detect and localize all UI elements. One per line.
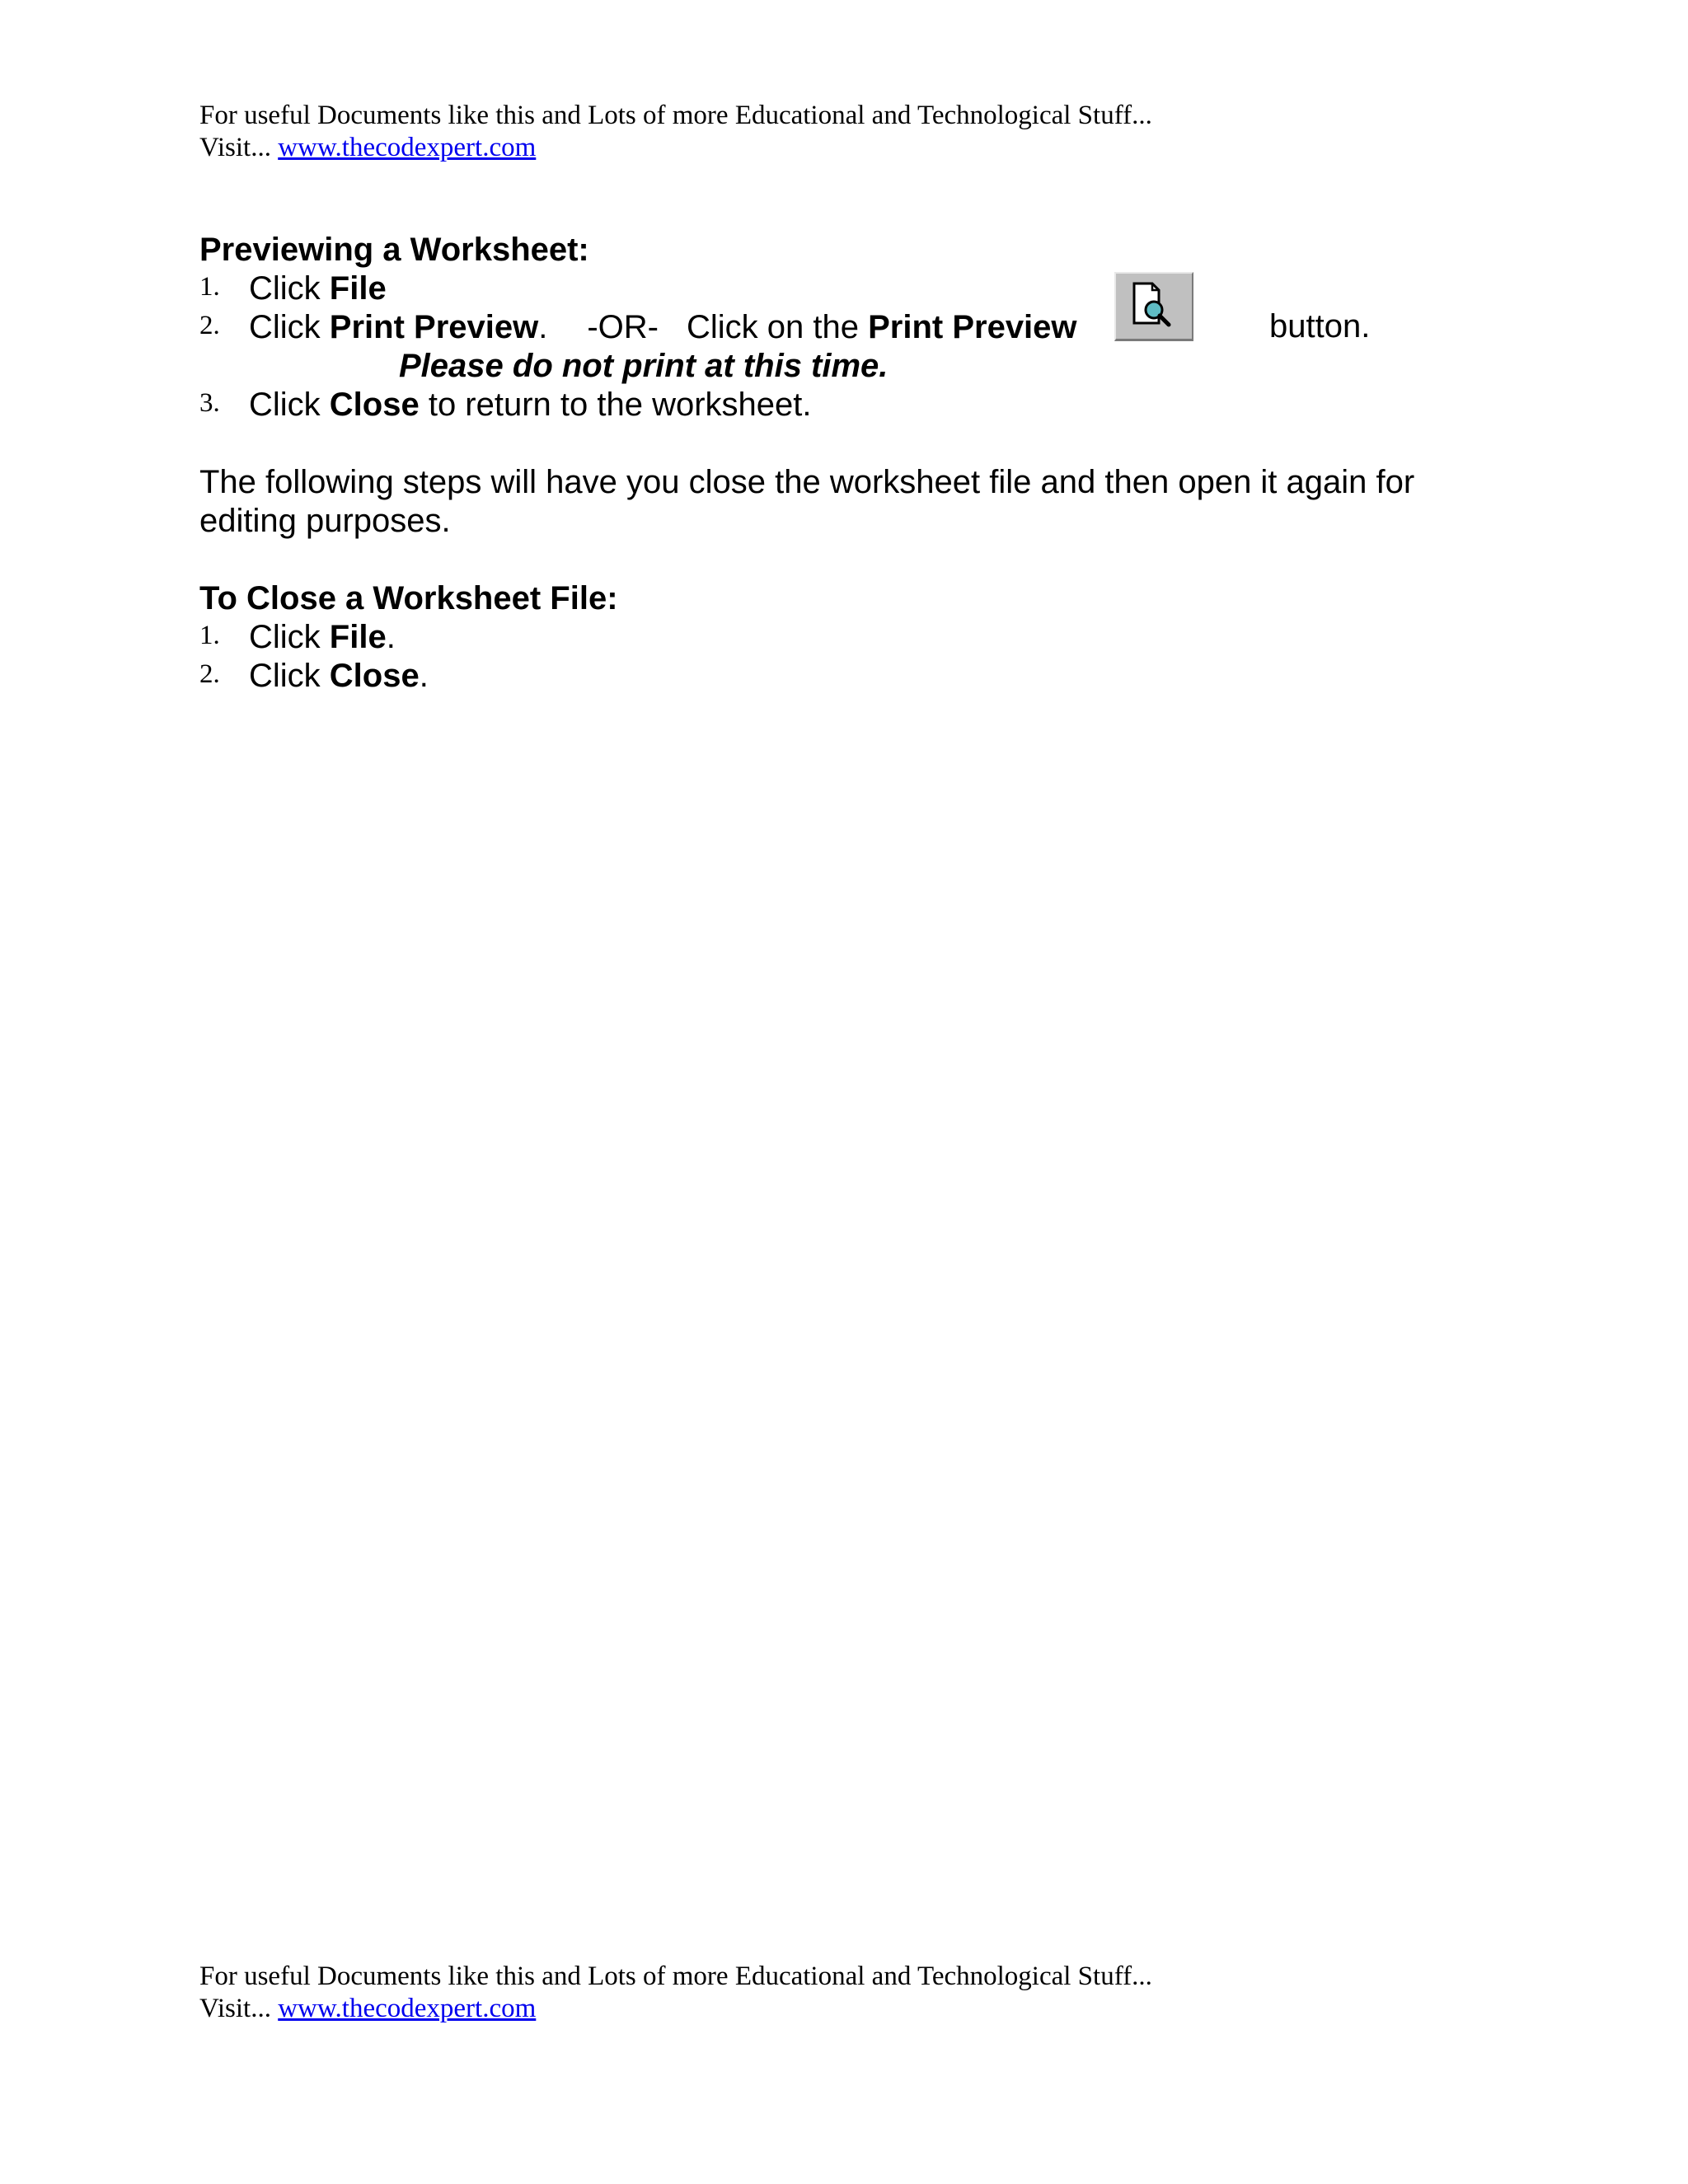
close-step-1 [199,618,618,657]
step-text: Click [249,309,330,345]
close-section [199,579,618,696]
close-step-2 [199,657,618,696]
banner-visit-prefix: Visit... [199,1994,279,2023]
banner-visit-line [199,1993,1152,2025]
step-keyword-file: File [329,270,387,307]
step-number: 2. [199,659,220,689]
step-number: 3. [199,388,220,418]
preview-section [199,231,1077,347]
step-text: Click on the [686,309,869,345]
step-keyword-print-preview: Print Preview [329,309,539,345]
step-text: . [538,309,548,345]
banner-link[interactable]: www.thecodexpert.com [278,133,537,162]
step-keyword-print-preview: Print Preview [868,309,1077,345]
step-text: . [386,619,396,655]
button-word: button. [1269,308,1371,344]
step-text: Click [249,387,330,423]
step-text: Click [249,619,330,655]
banner-text: For useful Documents like this and Lots of more Educational and Technological Stuff... [199,1961,1152,1991]
footer-banner [199,1961,1152,2025]
print-preview-button [1114,272,1193,341]
print-warning-note: Please do not print at this time. [399,348,889,384]
banner-link[interactable]: www.thecodexpert.com [278,1994,537,2023]
preview-step-2 [199,308,1077,347]
step-keyword-close: Close [329,658,420,694]
or-separator: -OR- [587,309,659,345]
banner-visit-prefix: Visit... [199,133,279,162]
step-text: . [419,658,429,694]
step-text: to return to the worksheet. [419,387,812,423]
step-number: 1. [199,621,220,650]
header-banner [199,100,1152,164]
step-text: Click [249,270,330,307]
preview-step-1 [199,269,589,308]
banner-text: For useful Documents like this and Lots of more Educational and Technological Stuff... [199,101,1152,130]
close-heading: To Close a Worksheet File: [199,580,618,616]
step-number: 1. [199,272,220,302]
step-keyword-file: File [329,619,387,655]
step-text: Click [249,658,330,694]
step-keyword-close: Close [329,387,420,423]
step-number: 2. [199,311,220,340]
preview-heading: Previewing a Worksheet: [199,232,589,268]
banner-visit-line [199,132,1152,164]
print-preview-icon [1116,274,1192,340]
instructions-paragraph: The following steps will have you close the worksheet file and then open it again for editing purposes. [199,464,1415,539]
